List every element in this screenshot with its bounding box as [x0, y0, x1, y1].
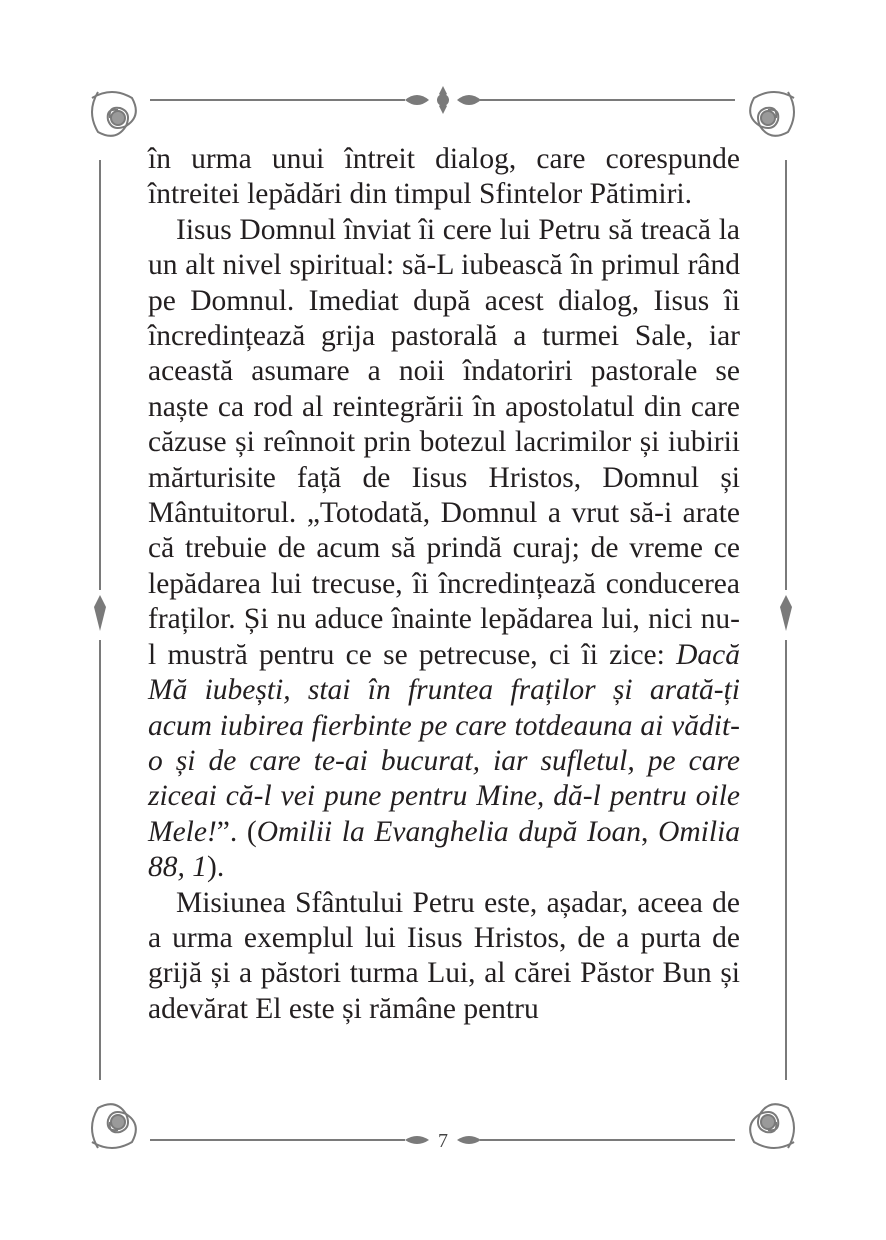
- paragraph-2: [148, 213, 740, 886]
- paragraph-3: Misiunea Sfântului Petru este, așadar, aceea de a urma exemplul lui Iisus Hristos, de a purta de grijă și a păstori turma Lui, al cărei Păstor Bun și adevărat El este și rămâne pentru: [148, 886, 740, 1025]
- page-body: [148, 142, 740, 1027]
- quote-italic: Dacă Mă iubești, stai în fruntea fraților și arată-ți acum iubirea fierbinte pe care totdeauna ai vădit-o și de care te-ai bucurat, iar sufletul, pe care ziceai că-l vei pune pentru Mine, dă-l pentru oile Mele!: [148, 638, 740, 848]
- source-end: ).: [207, 851, 225, 884]
- paragraph-1: în urma unui întreit dialog, care corespunde întreitei lepădări din timpul Sfintelor Pătimiri.: [148, 143, 740, 211]
- source-separator: ,: [641, 815, 659, 848]
- quote-close: ”. (: [216, 815, 257, 848]
- source-title: Omilii la Evanghelia după Ioan: [256, 815, 642, 848]
- source-reference: Omilia 88, 1: [148, 815, 741, 884]
- page-number: 7: [438, 1130, 448, 1152]
- paragraph-2-text: Iisus Domnul înviat îi cere lui Petru să treacă la un alt nivel spiritual: să-L iubească în primul rând pe Domnul. Imediat după acest dialog, Iisus îi încredințează grija pastorală a turmei Sale, iar această asumare a noii îndatoriri pastorale se naște ca rod al reintegrării în apostolatul din care căzuse și reînnoit prin botezul lacrimilor și iubirii mărturisite față de Iisus Hristos, Domnul și Mântuitorul. „Totodată, Domnul a vrut să-i arate că trebuie de acum să prindă curaj; de vreme ce lepădarea lui trecuse, îi încredințează conducerea fraților. Și nu aduce înainte lepădarea lui, nici nu-l mustră pentru ce se petrecuse, ci îi zice:: [148, 213, 740, 671]
